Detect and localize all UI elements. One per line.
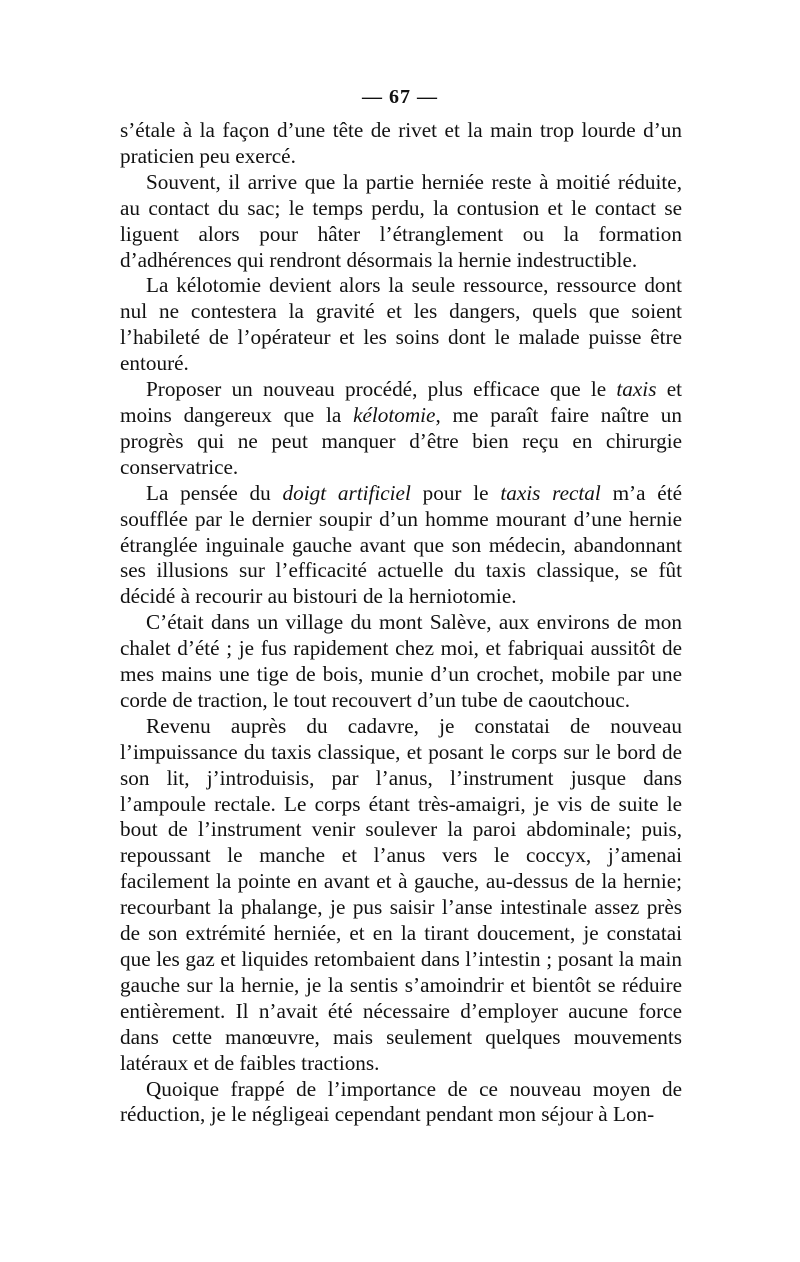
- text-run: , me paraît faire naître un progrès qui ne peut manquer d’être bien reçu en chirurgie conservatrice.: [120, 402, 682, 479]
- paragraph: [120, 610, 682, 714]
- paragraph: [120, 118, 682, 170]
- paragraph: [120, 481, 682, 611]
- text-run: pour le: [410, 480, 501, 505]
- text-run: s’étale à la façon d’une tête de rivet et la main trop lourde d’un praticien peu exercé.: [120, 118, 682, 168]
- paragraph: [120, 377, 682, 481]
- page-number: — 67 —: [362, 86, 438, 108]
- text-run: Revenu auprès du cadavre, je constatai de nouveau l’impuissance du taxis classique, et posant le corps sur le bord de son lit, j’introduisis, par l’anus, l’instrument jusque dans l’ampoule rectale. Le corps étant très-amaigri, je vis de suite le bout de l’instrument venir soulever la paroi abdominale; puis, repoussant le manche et l’anus vers le coccyx, j’amenai facilement la pointe en avant et à gauche, au-dessus de la hernie; recourbant la phalange, je pus saisir l’anse intestinale assez près de son extrémité herniée, et en la tirant doucement, je constatai que les gaz et liquides retombaient dans l’intestin ; posant la main gauche sur la hernie, je la sentis s’amoindrir et bientôt se réduire entièrement. Il n’avait été nécessaire d’employer aucune force dans cette manœuvre, mais seulement quelques mouvements latéraux et de faibles tractions.: [120, 713, 682, 1075]
- text-run: C’était dans un village du mont Salève, aux environs de mon chalet d’été ; je fus rapidement chez moi, et fabriquai aussitôt de mes mains une tige de bois, munie d’un crochet, mobile par une corde de traction, le tout recouvert d’un tube de caoutchouc.: [120, 610, 682, 712]
- text-run: Quoique frappé de l’importance de ce nouveau moyen de réduction, je le négligeai cependant pendant mon séjour à Lon-: [120, 1076, 682, 1127]
- italic-term: kélotomie: [353, 402, 436, 427]
- text-run: La pensée du: [146, 480, 283, 505]
- body-text: [120, 118, 682, 1128]
- text-run: Proposer un nouveau procédé, plus efficace que le: [146, 377, 617, 402]
- italic-term: taxis: [616, 377, 657, 402]
- text-run: m’a été soufflée par le dernier soupir d’un homme mourant d’une hernie étranglée inguinale gauche avant que son médecin, abandonnant ses illusions sur l’efficacité actuelle du taxis classique, se fût décidé à recourir au bistouri de la herniotomie.: [120, 480, 682, 609]
- paragraph: [120, 273, 682, 377]
- paragraph: [120, 1077, 682, 1129]
- italic-term: taxis rectal: [500, 480, 601, 505]
- text-run: et moins dangereux que la: [120, 377, 682, 427]
- text-run: La kélotomie devient alors la seule ressource, ressource dont nul ne contestera la gravité et les dangers, quels que soient l’habileté de l’opérateur et les soins dont le malade puisse être entouré.: [120, 273, 682, 376]
- italic-term: doigt artificiel: [282, 480, 411, 505]
- paragraph: [120, 170, 682, 274]
- text-run: Souvent, il arrive que la partie herniée reste à moitié réduite, au contact du sac; le temps perdu, la contusion et le contact se liguent alors pour hâter l’étranglement ou la formation d’adhérences qui rendront désormais la hernie indestructible.: [120, 169, 682, 272]
- paragraph: [120, 714, 682, 1077]
